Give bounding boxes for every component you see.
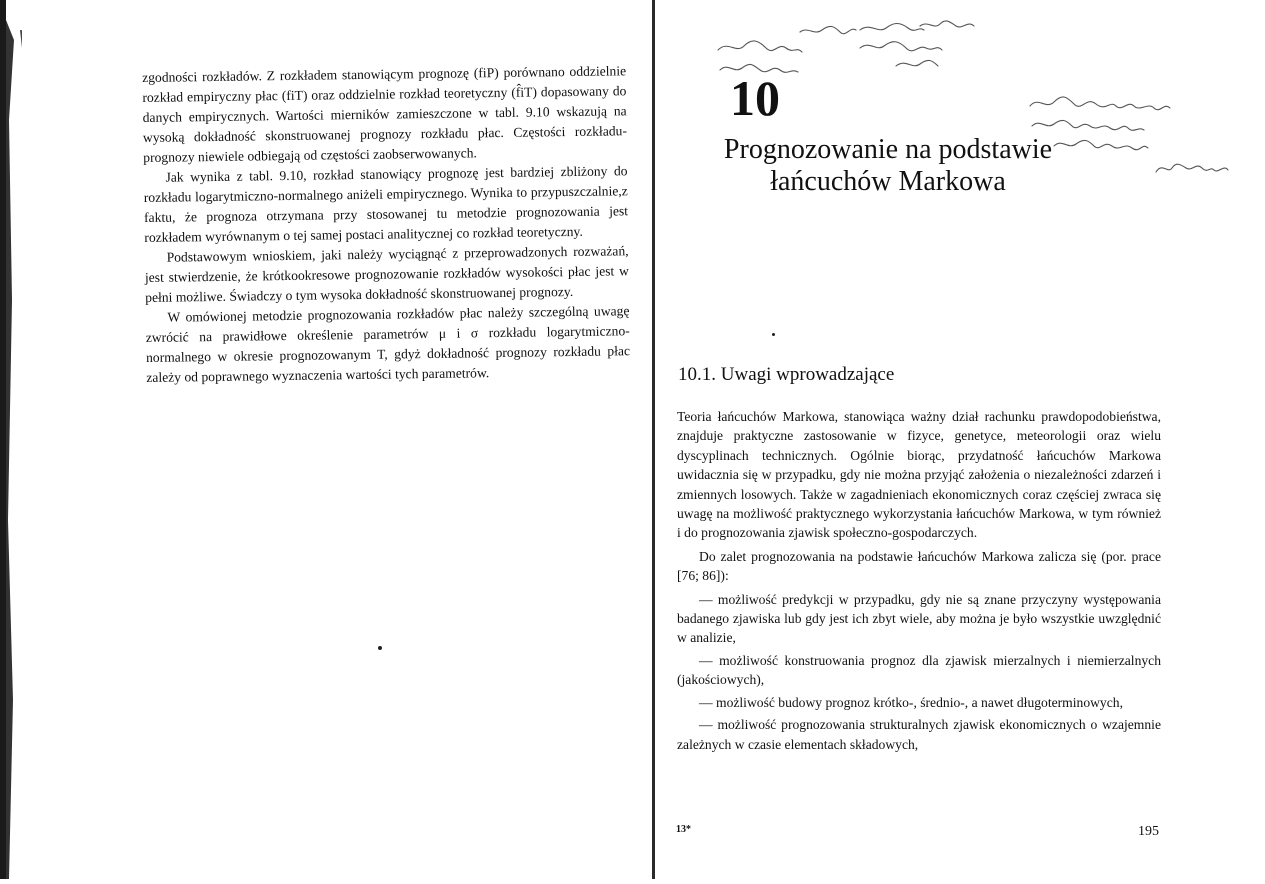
paragraph: Podstawowym wnioskiem, jaki należy wyciągnąć z przeprowadzonych rozważań, jest stwierdzenie, że krótkookresowe prognozowanie rozkładów wysokości płac jest w pełni możliwe. Świadczy o tym wysoka dokładność skonstruowanej prognozy. — [144, 243, 629, 305]
section-title: 10.1. Uwagi wprowadzające — [678, 364, 895, 385]
list-item: — możliwość konstruowania prognoz dla zjawisk mierzalnych i niemierzalnych (jakościowych), — [677, 652, 1161, 688]
scan-speck — [772, 333, 775, 336]
paragraph: zgodności rozkładów. Z rozkładem stanowiącym prognozę (fiP) porównano oddzielnie rozkład empiryczny płac (fiT) oraz oddzielnie rozkład teoretyczny (f̂iT) dopasowany do danych empirycznych. Wartości mierników zamieszczone w tabl. 9.10 wskazują na wysoką dokładność skonstruowanej prognozy rozkładu płac. Częstości rozkładu-prognozy niewiele odbiegają od częstości zaobserwowanych. — [142, 63, 628, 165]
right-page — [650, 0, 1265, 879]
chapter-number: 10 — [730, 70, 780, 126]
chapter-title — [678, 134, 1098, 198]
left-page-text — [142, 61, 630, 388]
list-item: — możliwość prognozowania strukturalnych zjawisk ekonomicznych o wzajemnie zależnych w czasie elementach składowych, — [677, 717, 1161, 752]
paragraph: Do zalet prognozowania na podstawie łańcuchów Markowa zalicza się (por. prace [76; 86]): — [677, 548, 1161, 584]
paragraph: Jak wynika z tabl. 9.10, rozkład stanowiący prognozę jest bardziej zbliżony do rozkładu logarytmiczno-normalnego aniżeli empirycznego. Wynika to przypuszczalnie,z faktu, że prognoza otrzymana przy stosowanej tu metodzie prognozowania jest rozkładem wyrównanym o tej samej postaci analitycznej co rozkład teoretyczny. — [143, 163, 629, 245]
right-page-text — [677, 407, 1161, 757]
chapter-title-line: Prognozowanie na podstawie — [723, 134, 1053, 165]
page-number: 195 — [1138, 824, 1159, 839]
signature-mark: 13* — [676, 824, 691, 835]
list-item: — możliwość predykcji w przypadku, gdy nie są znane przyczyny występowania badanego zjawiska lub gdy jest ich zbyt wiele, aby można je było wszystkie uwzględnić w analizie, — [677, 591, 1161, 646]
scan-speck — [378, 646, 382, 650]
chapter-title-line: łańcuchów Markowa — [770, 166, 1006, 197]
list-item: — możliwość budowy prognoz krótko-, średnio-, a nawet długoterminowych, — [699, 694, 1123, 710]
paragraph: Teoria łańcuchów Markowa, stanowiąca ważny dział rachunku prawdopodobieństwa, znajduje praktyczne zastosowanie w fizyce, genetyce, meteorologii oraz wielu dyscyplinach technicznych. Ogólnie biorąc, przydatność łańcuchów Markowa uwidacznia się w przypadku, gdy nie można przyjąć założenia o niezależności zdarzeń i zmiennych losowych. Także w zagadnieniach ekonomicznych coraz częściej zwraca się uwagę na możliwość praktycznego wykorzystania łańcuchów Markowa, w tym również i do prognozowania zjawisk społeczno-gospodarczych. — [677, 409, 1161, 541]
paragraph: W omówionej metodzie prognozowania rozkładów płac należy szczególną uwagę zwrócić na prawidłowe określenie parametrów μ i σ rozkładu logarytmiczno-normalnego w okresie prognozowanym T, gdyż dokładność prognozy rozkładu płac zależy od poprawnego wyznaczenia wartości tych parametrów. — [145, 303, 631, 385]
